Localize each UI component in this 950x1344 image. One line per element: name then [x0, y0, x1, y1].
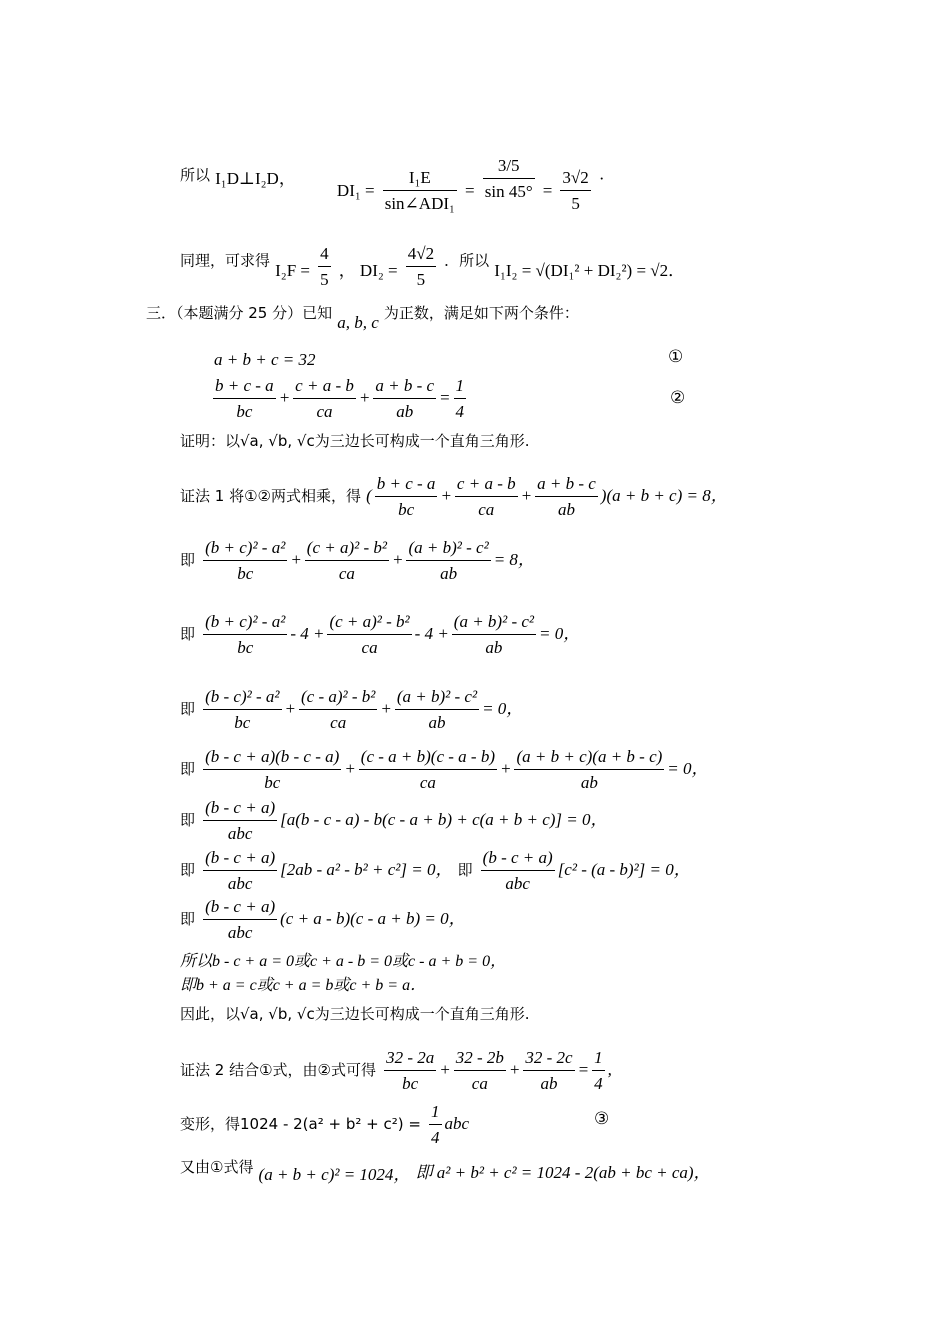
frac-numerator: (b - c + a) [203, 897, 277, 920]
frac-numerator: I₁E [383, 168, 457, 191]
frac-numerator: 3/5 [483, 156, 535, 179]
frac-numerator: (b - c + a)(b - c - a) [203, 747, 341, 770]
step-7 [180, 897, 466, 943]
frac-denominator: ca [361, 638, 378, 657]
frac-denominator: sin∠ADI₁ [384, 194, 455, 213]
method-2-expr: $\frac{32 - 2a}{bc}$ + $\frac{32 - 2b}{ca}$ + $\frac{32 - 2c}{ab}$ = $\frac{1}{4}$ , [386, 1048, 612, 1093]
s3-frac3 [395, 687, 479, 733]
equation-3-marker: ③ [594, 1109, 610, 1129]
frac-numerator: 1 [592, 1048, 605, 1071]
problem-3-tail: 为正数，满足如下两个条件： [383, 304, 579, 322]
s5-frac [203, 798, 277, 844]
s7-frac [203, 897, 277, 943]
s6-frac1 [203, 848, 277, 894]
frac-denominator: 5 [416, 270, 426, 289]
s4-frac3 [514, 747, 664, 793]
step-2-rhs: = 0， [539, 623, 581, 643]
method-1-head [180, 474, 728, 520]
line1-frac1 [383, 168, 457, 214]
equals-sign: = [542, 180, 553, 200]
step-1 [180, 538, 535, 584]
line2-frac1 [318, 244, 331, 290]
transform-line [180, 1102, 469, 1148]
frac-numerator: c + a - b [455, 474, 518, 497]
frac-denominator: ab [440, 564, 458, 583]
step-6 [180, 848, 691, 894]
s4-frac1 [203, 747, 341, 793]
frac-denominator: sin 45° [484, 182, 533, 201]
problem-3-heading [146, 302, 579, 332]
frac-denominator: bc [402, 1074, 419, 1093]
frac-numerator: (a + b)² - c² [452, 612, 536, 635]
equals-sign: = [465, 180, 475, 200]
frac-denominator: bc [234, 713, 251, 732]
frac-denominator: ab [540, 1074, 558, 1093]
s1-frac1 [203, 538, 287, 584]
step-prefix: 即 [180, 860, 196, 879]
frac-numerator: (b + c)² - a² [203, 612, 287, 635]
step-1-rhs: = 8， [493, 549, 535, 569]
frac-denominator: ca [338, 564, 355, 583]
line-1 [180, 138, 605, 213]
frac-denominator: ca [478, 500, 495, 519]
method-2-head [180, 1048, 612, 1094]
equation-1-marker: ① [668, 347, 684, 367]
step-2 [180, 612, 580, 658]
s1-frac3 [406, 538, 490, 584]
line2-prefix: 同理，可求得 [180, 251, 271, 270]
frac-numerator: (c + a)² - b² [327, 612, 411, 635]
frac-denominator: bc [237, 564, 254, 583]
frac-numerator: b + c - a [213, 376, 276, 399]
step-6-expr [200, 848, 453, 893]
line2-i2f: I₂F = [275, 260, 310, 280]
method-2-label: 证法 2 结合①式，由②式可得 [180, 1060, 376, 1079]
step-prefix: 即 [180, 909, 196, 928]
frac-numerator: (b - c + a) [203, 848, 277, 871]
transform-head: 变形，得1024 - 2(a² + b² + c²) = [180, 1114, 421, 1133]
frac-numerator: a + b - c [373, 376, 436, 399]
frac-denominator: ca [316, 402, 333, 421]
frac-numerator: a + b - c [535, 474, 598, 497]
step-1-expr: $\frac{\text{(b + c)² - a²}}{bc}$ + $\frac{\text{(c + a)² - b²}}{ca}$ + $\frac{\text{(a + b)² - c²}}{ab}$ = 8， [205, 538, 535, 583]
s4-frac2 [359, 747, 497, 793]
frac-numerator: (b - c)² - a² [203, 687, 281, 710]
frac-denominator: ab [428, 713, 446, 732]
frac-numerator: 32 - 2c [523, 1048, 574, 1071]
frac-numerator: (a + b)² - c² [395, 687, 479, 710]
frac-denominator: ab [580, 773, 598, 792]
frac-denominator: ca [330, 713, 347, 732]
eq2-frac2 [293, 376, 356, 422]
frac-numerator: (b - c + a) [481, 848, 555, 871]
step-8: 所以b - c + a = 0或c + a - b = 0或c - a + b = 0， [180, 953, 507, 970]
line1-frac2 [483, 156, 535, 202]
frac-denominator: bc [398, 500, 415, 519]
step-prefix: 即 [180, 699, 196, 718]
step-prefix: 即 [180, 550, 196, 569]
step-6-mid: 即 [457, 860, 473, 879]
step-6-expr2 [478, 848, 691, 893]
s3-frac1 [203, 687, 281, 733]
problem-3-head: 三．（本题满分 25 分）已知 [146, 304, 333, 322]
m2-frac3 [523, 1048, 574, 1094]
line2-mid: ．所以 [444, 251, 490, 270]
frac-denominator: 4 [594, 1074, 603, 1093]
method-2-eq: = [577, 1059, 590, 1079]
frac-numerator: (a + b)² - c² [406, 538, 490, 561]
line2-di2: ， DI₂ = [338, 260, 398, 280]
line2-i1i2: I₁I₂ = √(DI₁² + DI₂²) = √2． [494, 260, 686, 280]
equation-2: $\frac{b + c - a}{bc}$ + $\frac{c + a - b}{ca}$ + $\frac{a + b - c}{ab}$ = $\frac{1}{4}$ [215, 376, 465, 421]
step-3-rhs: = 0， [482, 698, 524, 718]
line-2 [180, 238, 686, 289]
t1-frac [429, 1102, 442, 1148]
frac-denominator: abc [505, 874, 530, 893]
frac-numerator: 4 [318, 244, 331, 267]
frac-numerator: 3√2 [560, 168, 590, 191]
frac-denominator: ab [557, 500, 575, 519]
frac-denominator: abc [227, 874, 253, 893]
equation-1: a + b + c = 32 [214, 350, 316, 369]
s2-frac1 [203, 612, 287, 658]
frac-denominator: ca [419, 773, 436, 792]
frac-numerator: (c + a)² - b² [305, 538, 389, 561]
step-prefix: 即 [180, 759, 196, 778]
s1-frac2 [305, 538, 389, 584]
step-prefix: 即 [180, 624, 196, 643]
m2-frac1 [384, 1048, 436, 1094]
line2-frac2 [406, 244, 436, 290]
frac-numerator: 1 [454, 376, 467, 399]
frac-numerator: b + c - a [375, 474, 438, 497]
method-1-tail: (a + b + c) = 8， [606, 485, 728, 505]
frac-numerator: 4√2 [406, 244, 436, 267]
s2-frac2 [327, 612, 411, 658]
frac-numerator: (a + b + c)(a + b - c) [514, 747, 664, 770]
transform-expr [426, 1102, 470, 1147]
final-head: 又由①式得 [180, 1158, 254, 1176]
s2-frac3 [452, 612, 536, 658]
step-6-tail1: [2ab - a² - b² + c²] = 0， [280, 859, 453, 879]
step-9: 即b + a = c或c + a = b或c + b = a． [180, 977, 427, 994]
frac-denominator: ca [471, 1074, 488, 1093]
line1-prefix: 所以 [180, 165, 211, 184]
step-5 [180, 798, 608, 844]
step-3-expr: $\frac{\text{(b - c)² - a²}}{bc}$ + $\frac{\text{(c - a)² - b²}}{ca}$ + $\frac{\text{(a + b)² - c²}}{ab}$ = 0， [205, 687, 524, 732]
transform-tail: abc [444, 1113, 470, 1133]
line1-perp: I₁D⊥I₂D， [215, 168, 296, 188]
frac-denominator: abc [227, 824, 253, 843]
m2-rhs [592, 1048, 605, 1094]
period: · [598, 168, 605, 188]
s6-frac2 [481, 848, 555, 894]
frac-numerator: 32 - 2b [454, 1048, 506, 1071]
equation-2-marker: ② [670, 388, 686, 408]
line1-frac3 [560, 168, 590, 214]
step-10: 因此，以√a, √b, √c为三边长可构成一个直角三角形. [180, 1005, 530, 1023]
final-line [180, 1152, 711, 1184]
step-2-expr: $\frac{\text{(b + c)² - a²}}{bc}$ - 4 + $\frac{\text{(c + a)² - b²}}{ca}$ - 4 + $\frac{\text{(a + b)² - c²}}{ab}$ = 0， [205, 612, 581, 657]
frac-denominator: bc [236, 402, 253, 421]
eq2-frac1 [213, 376, 276, 422]
eq2-rhs [454, 376, 467, 422]
eq2-frac3 [373, 376, 436, 422]
frac-denominator: bc [264, 773, 281, 792]
frac-denominator: bc [237, 638, 254, 657]
step-3 [180, 687, 523, 733]
frac-numerator: c + a - b [293, 376, 356, 399]
step-5-tail: [a(b - c - a) - b(c - a + b) + c(a + b + c)] = 0， [280, 809, 608, 829]
step-prefix: 即 [180, 810, 196, 829]
m1-frac3 [535, 474, 598, 520]
s3-frac2 [299, 687, 377, 733]
step-4 [180, 747, 709, 793]
frac-denominator: 5 [571, 194, 580, 213]
frac-numerator: (b - c + a) [203, 798, 277, 821]
m2-frac2 [454, 1048, 506, 1094]
frac-numerator: 32 - 2a [384, 1048, 436, 1071]
step-7-tail: (c + a - b)(c - a + b) = 0， [280, 908, 466, 928]
proof-statement: 证明：以√a, √b, √c为三边长可构成一个直角三角形. [180, 432, 530, 450]
problem-3-vars: a, b, c [337, 313, 379, 332]
frac-numerator: (c - a)² - b² [299, 687, 377, 710]
frac-numerator: 1 [429, 1102, 442, 1125]
step-7-expr [200, 897, 466, 942]
frac-denominator: 5 [320, 270, 329, 289]
frac-numerator: (c - a + b)(c - a - b) [359, 747, 497, 770]
step-5-expr [200, 798, 608, 843]
step-4-rhs: = 0， [667, 758, 709, 778]
line1-di1: DI₁ = [336, 180, 375, 200]
frac-denominator: 4 [431, 1128, 440, 1147]
final-expr-b: 即 a² + b² + c² = 1024 - 2(ab + bc + ca)， [415, 1163, 711, 1182]
method-1-label: 证法 1 将①②两式相乘，得 [180, 486, 361, 505]
frac-denominator: ab [396, 402, 414, 421]
method-1-expr: ( $\frac{b + c - a}{bc}$ + $\frac{c + a - b}{ca}$ + $\frac{a + b - c}{ab}$ )(a + b + c) = 8， [366, 474, 728, 519]
m1-frac1 [375, 474, 438, 520]
frac-numerator: (b + c)² - a² [203, 538, 287, 561]
final-expr-a: (a + b + c)² = 1024， [258, 1165, 411, 1184]
frac-denominator: ab [485, 638, 503, 657]
m1-frac2 [455, 474, 518, 520]
frac-denominator: abc [227, 923, 253, 942]
frac-denominator: 4 [455, 402, 465, 421]
step-4-expr: $\frac{(b - c + a)(b - c - a)}{bc}$ + $\frac{(c - a + b)(c - a - b)}{ca}$ + $\frac{(a + b + c)(a + b - c)}{ab}$ = 0， [205, 747, 709, 792]
step-6-tail2: [c² - (a - b)²] = 0， [557, 859, 691, 879]
